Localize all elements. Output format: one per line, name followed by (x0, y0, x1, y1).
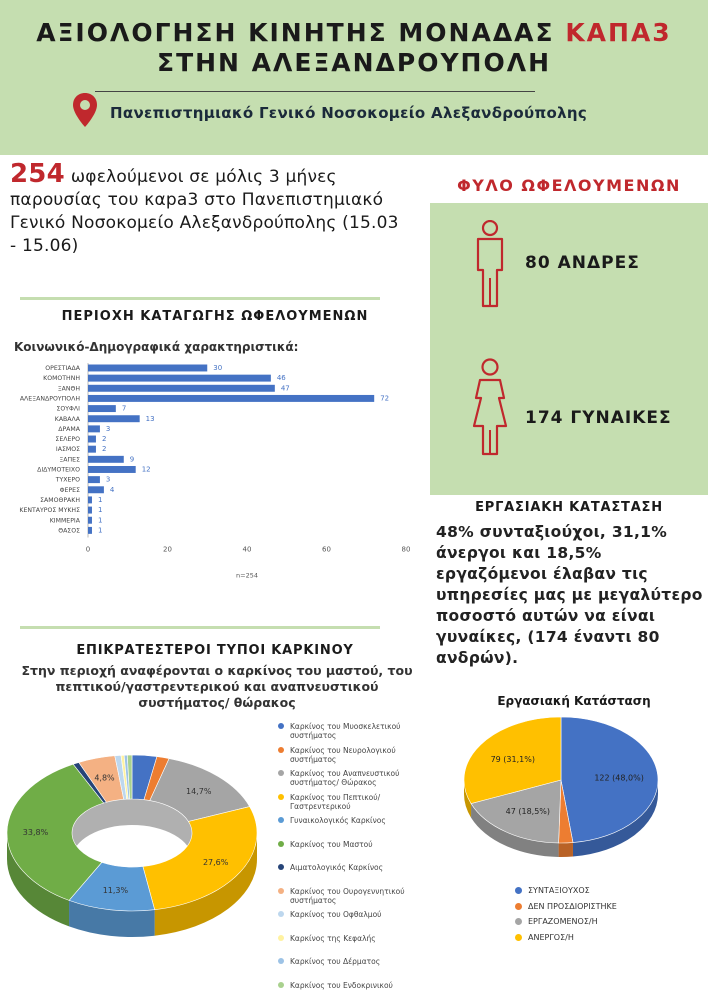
legend-item (278, 746, 428, 770)
legend-label: ΕΡΓΑΖΟΜΕΝΟΣ/Η (528, 917, 598, 926)
bar-value-label: 12 (142, 466, 151, 474)
legend-label: Καρκίνος του Οφθαλμού (290, 910, 382, 919)
legend-swatch (278, 982, 284, 988)
bar-value-label: 3 (106, 476, 110, 484)
legend-label: ΔΕΝ ΠΡΟΣΔΙΟΡΙΣΤΗΚΕ (528, 902, 617, 911)
legend-item (278, 816, 428, 840)
legend-item (515, 930, 617, 946)
category-label: ΣΟΥΦΛΙ (57, 406, 81, 413)
bar-value-label: 2 (102, 445, 106, 453)
bar (88, 395, 374, 402)
x-tick-label: 40 (243, 546, 252, 554)
category-label: ΞΑΠΕΣ (59, 456, 80, 463)
bar (88, 476, 100, 483)
bar (88, 456, 124, 463)
intro-description: ωφελούμενοι σε μόλις 3 μήνες παρουσίας του καpa3 στο Πανεπιστημιακό Γενικό Νοσοκομείο Αλεξανδρούπολης (15.03 - 15.06) (10, 167, 399, 256)
bar-value-label: 1 (98, 496, 102, 504)
legend-swatch (515, 903, 522, 910)
bar (88, 496, 92, 503)
legend-swatch (278, 817, 284, 823)
legend-swatch (278, 723, 284, 729)
legend-label: Καρκίνος του Μαστού (290, 840, 373, 849)
male-person-icon (470, 220, 510, 310)
section-divider (20, 297, 380, 300)
cancer-legend (278, 722, 428, 1004)
legend-label: ΣΥΝΤΑΞΙΟΥΧΟΣ (528, 886, 590, 895)
employment-pie-chart (448, 712, 708, 882)
legend-swatch (278, 770, 284, 776)
title-accent: ΚΑΠΑ3 (565, 18, 671, 47)
origin-chart-title: ΠΕΡΙΟΧΗ ΚΑΤΑΓΩΓΗΣ ΩΦΕΛΟΥΜΕΝΩΝ (30, 309, 400, 324)
legend-label: Καρκίνος του Μυοσκελετικού συστήματος (290, 722, 428, 740)
bar (88, 446, 96, 453)
category-label: ΔΙΔΥΜΟΤΕΙΧΟ (37, 467, 80, 474)
bar-value-label: 3 (106, 425, 110, 433)
map-pin-icon (72, 92, 98, 128)
bar-value-label: 1 (98, 516, 102, 524)
legend-item (278, 910, 428, 934)
legend-item (278, 981, 428, 1004)
legend-label: ΑΝΕΡΓΟΣ/Η (528, 933, 574, 942)
legend-swatch (278, 841, 284, 847)
employment-summary: 48% συνταξιούχοι, 31,1% άνεργοι και 18,5% εργαζόμενοι έλαβαν τις υπηρεσίες μας με μεγαλύτερο ποσοστό αυτών να είναι γυναίκες, (174 έναντι 80 ανδρών). (436, 522, 704, 669)
legend-swatch (278, 911, 284, 917)
bar-value-label: 47 (281, 384, 290, 392)
category-label: ΣΑΜΟΘΡΑΚΗ (40, 497, 80, 504)
legend-label: Καρκίνος του Νευρολογικού συστήματος (290, 746, 428, 764)
pie-data-label: 79 (31,1%) (491, 755, 535, 764)
category-label: ΑΛΕΞΑΝΔΡΟΥΠΟΛΗ (20, 395, 81, 402)
employment-title: ΕΡΓΑΣΙΑΚΗ ΚΑΤΑΣΤΑΣΗ (430, 500, 708, 515)
legend-swatch (278, 935, 284, 941)
male-count: 80 ΑΝΔΡΕΣ (525, 253, 640, 273)
bar-value-label: 7 (122, 405, 126, 413)
legend-label: Καρκίνος του Αναπνευστικού συστήματος/ Θώρακος (290, 769, 428, 787)
category-label: ΟΡΕΣΤΙΑΔΑ (45, 365, 80, 372)
employment-pie-title: Εργασιακή Κατάσταση (440, 694, 708, 708)
page-title-line-1 (0, 17, 708, 49)
bar-value-label: 2 (102, 435, 106, 443)
legend-item (278, 863, 428, 887)
bar (88, 405, 116, 412)
legend-item (278, 840, 428, 864)
legend-item (515, 883, 617, 899)
bar (88, 517, 92, 524)
legend-item (278, 957, 428, 981)
category-label: ΚΟΜΟΤΗΝΗ (43, 375, 80, 382)
bar (88, 507, 92, 514)
category-label: ΔΡΑΜΑ (58, 426, 81, 433)
pie-data-label: 47 (18,5%) (506, 807, 550, 816)
origin-chart-subtitle: Κοινωνικό-Δημογραφικά χαρακτηριστικά: (14, 340, 298, 354)
cancer-subtitle: Στην περιοχή αναφέρονται ο καρκίνος του μαστού, του πεπτικού/γαστρεντερικού και αναπνευστικού συστήματος/ θώρακος (12, 663, 422, 711)
cancer-donut-chart (0, 735, 280, 1000)
female-person-icon (468, 358, 512, 458)
legend-swatch (278, 794, 284, 800)
bar (88, 527, 92, 534)
legend-label: Καρκίνος του Δέρματος (290, 957, 380, 966)
header-banner (0, 0, 708, 155)
legend-label: Καρκίνος του Ουρογεννητικού συστήματος (290, 887, 428, 905)
x-tick-label: 0 (86, 546, 90, 554)
x-tick-label: 80 (402, 546, 411, 554)
bar-value-label: 1 (98, 526, 102, 534)
legend-label: Αιματολογικός Καρκίνος (290, 863, 383, 872)
legend-swatch (278, 864, 284, 870)
legend-item (278, 722, 428, 746)
category-label: ΙΑΣΜΟΣ (56, 446, 80, 453)
hospital-name: Πανεπιστημιακό Γενικό Νοσοκομείο Αλεξανδρούπολης (110, 104, 587, 122)
employment-legend (515, 883, 617, 945)
bar-value-label: 1 (98, 506, 102, 514)
donut-data-label: 14,7% (186, 787, 212, 796)
donut-data-label: 11,3% (103, 886, 129, 895)
intro-text (10, 163, 410, 258)
category-label: ΚΙΜΜΕΡΙΑ (50, 517, 81, 524)
female-count: 174 ΓΥΝΑΙΚΕΣ (525, 408, 672, 428)
bar (88, 466, 136, 473)
bar (88, 375, 271, 382)
category-label: ΘΑΣΟΣ (58, 527, 80, 534)
bar (88, 415, 140, 422)
legend-label: Καρκίνος του Πεπτικού/Γαστρεντερικού (290, 793, 428, 811)
category-label: ΤΥΧΕΡΟ (55, 477, 80, 484)
pie-slice-side (559, 843, 573, 857)
donut-data-label: 33,8% (23, 828, 49, 837)
bar-value-label: 13 (146, 415, 155, 423)
category-label: ΚΑΒΑΛΑ (55, 416, 81, 423)
legend-swatch (515, 918, 522, 925)
legend-item (278, 934, 428, 958)
legend-swatch (278, 747, 284, 753)
sample-size-note: n=254 (236, 572, 258, 578)
category-label: ΦΕΡΕΣ (60, 487, 80, 494)
title-text: ΑΞΙΟΛΟΓΗΣΗ ΚΙΝΗΤΗΣ ΜΟΝΑΔΑΣ (36, 18, 554, 47)
legend-item (278, 793, 428, 817)
bar (88, 436, 96, 443)
bar-value-label: 72 (380, 394, 389, 402)
origin-bar-chart (0, 358, 420, 578)
legend-label: Καρκίνος της Κεφαλής (290, 934, 376, 943)
category-label: ΞΑΝΘΗ (58, 385, 81, 392)
legend-item (278, 887, 428, 911)
bar (88, 425, 100, 432)
donut-data-label: 27,6% (203, 858, 229, 867)
beneficiary-count: 254 (10, 159, 65, 189)
legend-item (278, 769, 428, 793)
pie-data-label: 122 (48,0%) (594, 774, 643, 783)
bar-value-label: 46 (277, 374, 286, 382)
section-divider (20, 626, 380, 629)
bar-value-label: 4 (110, 486, 115, 494)
category-label: ΣΕΛΕΡΟ (55, 436, 80, 443)
cancer-title: ΕΠΙΚΡΑΤΕΣΤΕΡΟΙ ΤΥΠΟΙ ΚΑΡΚΙΝΟΥ (0, 643, 430, 658)
donut-data-label: 4,8% (94, 773, 115, 782)
legend-item (515, 899, 617, 915)
legend-swatch (515, 887, 522, 894)
legend-item (515, 914, 617, 930)
x-tick-label: 60 (322, 546, 331, 554)
gender-title: ΦΥΛΟ ΩΦΕΛΟΥΜΕΝΩΝ (430, 176, 708, 195)
bar-value-label: 9 (130, 455, 134, 463)
bar (88, 385, 275, 392)
x-tick-label: 20 (163, 546, 172, 554)
legend-swatch (278, 888, 284, 894)
bar (88, 486, 104, 493)
bar (88, 365, 207, 372)
legend-label: Γυναικολογικός Καρκίνος (290, 816, 386, 825)
legend-swatch (515, 934, 522, 941)
bar-value-label: 30 (213, 364, 222, 372)
category-label: ΚΕΝΤΑΥΡΟΣ ΜΥΚΗΣ (19, 507, 80, 514)
legend-swatch (278, 958, 284, 964)
gender-panel (430, 203, 708, 495)
header-divider (95, 91, 535, 92)
page-title-line-2: ΣΤΗΝ ΑΛΕΞΑΝΔΡΟΥΠΟΛΗ (0, 47, 708, 79)
legend-label: Καρκίνος του Ενδοκρινικού (290, 981, 393, 990)
